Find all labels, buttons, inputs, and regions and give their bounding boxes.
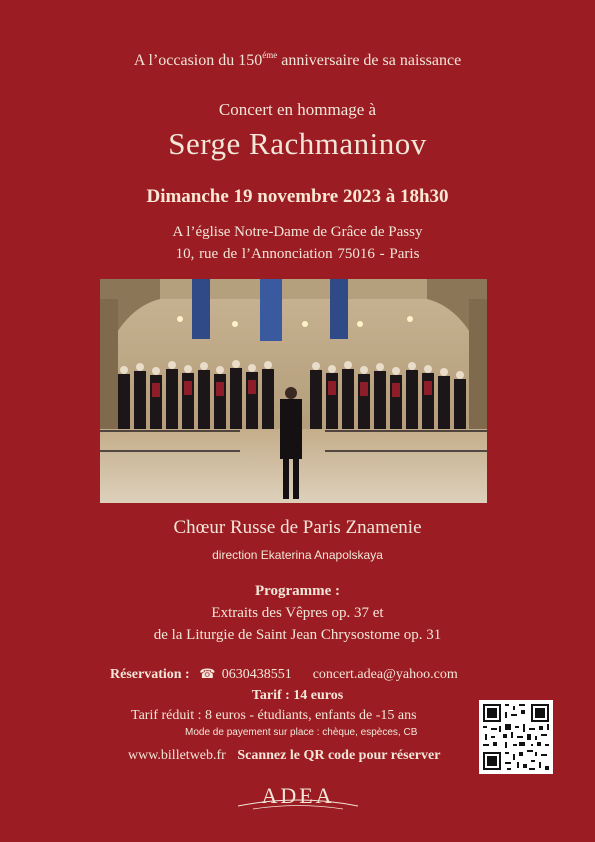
payment-methods: Mode de payement sur place : chèque, espèces, CB [185, 727, 418, 738]
venue-name: A l’église Notre-Dame de Grâce de Passy [172, 224, 423, 240]
reservation-label: Réservation : [110, 667, 190, 682]
tarif-price: Tarif : 14 euros [251, 688, 344, 703]
tarif-reduit: Tarif réduit : 8 euros - étudiants, enfants de -15 ans [131, 708, 417, 723]
conductor: direction Ekaterina Anapolskaya [212, 548, 383, 562]
logo-text: ADEA [261, 783, 335, 808]
website-line [128, 748, 440, 764]
programme-line-1: Extraits des Vêpres op. 37 et [211, 605, 384, 621]
concert-hommage: Concert en hommage à [218, 100, 377, 119]
concert-date: Dimanche 19 novembre 2023 à 18h30 [146, 186, 449, 207]
composer-name: Serge Rachmaninov [168, 126, 427, 161]
choir-photo [100, 279, 487, 503]
qr-code[interactable] [479, 700, 553, 774]
website-link[interactable]: www.billetweb.fr [128, 748, 226, 763]
programme-line-2: de la Liturgie de Saint Jean Chrysostome op. 31 [153, 627, 442, 643]
occasion-line: A l’occasion du $150^{éme}$ anniversaire de sa naissance [133, 50, 462, 69]
email-address[interactable]: concert.adea@yahoo.com [312, 667, 458, 682]
qr-instruction: Scannez le QR code pour réserver [237, 748, 441, 763]
phone-number[interactable]: 0630438551 [221, 667, 292, 682]
choir-name: Chœur Russe de Paris Znamenie [173, 517, 422, 538]
phone-icon: ☎ [199, 667, 216, 682]
programme-title: Programme : [254, 583, 341, 599]
adea-logo [233, 776, 363, 814]
venue-address: 10, rue de l’Annonciation 75016 - Paris [175, 246, 420, 262]
reservation-line [110, 667, 458, 683]
